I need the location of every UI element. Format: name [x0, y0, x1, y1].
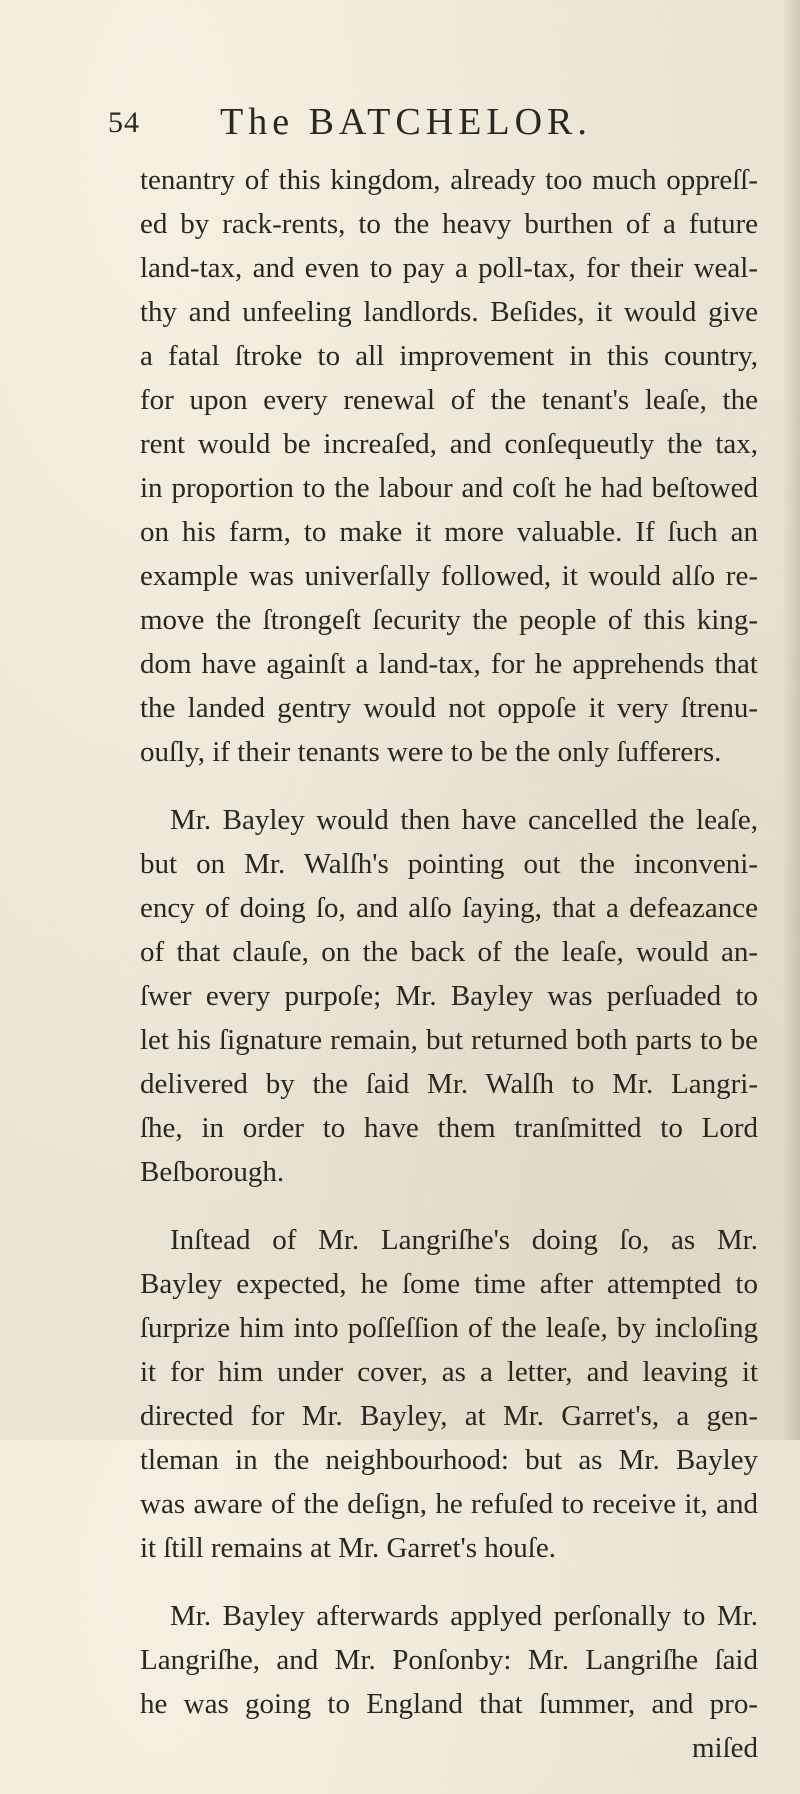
text-line: ouſly, if their tenants were to be the only ſufferers. [140, 736, 722, 768]
text-line: Mr. Bayley afterwards applyed perſonally to Mr. [170, 1600, 758, 1632]
page-number: 54 [108, 106, 140, 139]
text-line: ſwer every purpoſe; Mr. Bayley was perſuaded to [140, 980, 758, 1012]
text-line: Inſtead of Mr. Langriſhe's doing ſo, as Mr. [170, 1224, 758, 1256]
running-head [108, 100, 728, 146]
text-line: thy and unfeeling landlords. Beſides, it would give [140, 296, 758, 328]
paragraph [140, 798, 758, 1194]
text-line: but on Mr. Walſh's pointing out the inconveni- [140, 848, 758, 880]
text-line: the landed gentry would not oppoſe it very ſtrenu- [140, 692, 758, 724]
text-line: Mr. Bayley would then have cancelled the leaſe, [170, 804, 758, 836]
text-line: delivered by the ſaid Mr. Walſh to Mr. Langri- [140, 1068, 758, 1100]
text-line: let his ſignature remain, but returned both parts to be [140, 1024, 758, 1056]
text-line: ed by rack-rents, to the heavy burthen of a future [140, 208, 758, 240]
text-line: example was univerſally followed, it would alſo re- [140, 560, 758, 592]
text-line: it for him under cover, as a letter, and leaving it [140, 1356, 758, 1388]
text-line: move the ſtrongeſt ſecurity the people of this king- [140, 604, 758, 636]
catchword: miſed [691, 1732, 758, 1764]
text-line: ency of doing ſo, and alſo ſaying, that a defeazance [140, 892, 758, 924]
text-line: Beſborough. [140, 1156, 285, 1188]
text-line: was aware of the deſign, he refuſed to receive it, and [140, 1488, 758, 1520]
paragraph [140, 1218, 758, 1570]
text-line: rent would be increaſed, and conſequeutly the tax, [140, 428, 758, 460]
page-edge-shadow [782, 0, 800, 1440]
text-line: directed for Mr. Bayley, at Mr. Garret's, a gen- [140, 1400, 758, 1432]
text-line: on his farm, to make it more valuable. If ſuch an [140, 516, 758, 548]
text-line: ſurprize him into poſſeſſion of the leaſe, by incloſing [140, 1312, 758, 1344]
running-title: The BATCHELOR. [220, 101, 592, 143]
paragraph [140, 1594, 758, 1770]
text-line: Langriſhe, and Mr. Ponſonby: Mr. Langriſhe ſaid [140, 1644, 758, 1676]
text-line: tleman in the neighbourhood: but as Mr. Bayley [140, 1444, 758, 1476]
text-line: tenantry of this kingdom, already too much oppreſſ- [140, 164, 758, 196]
text-line: he was going to England that ſummer, and pro- [140, 1688, 758, 1720]
text-line: ſhe, in order to have them tranſmitted to Lord [140, 1112, 758, 1144]
body-text [140, 158, 758, 1794]
text-line: it ſtill remains at Mr. Garret's houſe. [140, 1532, 556, 1564]
text-line: Bayley expected, he ſome time after attempted to [140, 1268, 758, 1300]
text-line: of that clauſe, on the back of the leaſe, would an- [140, 936, 758, 968]
paragraph [140, 158, 758, 774]
text-line: for upon every renewal of the tenant's leaſe, the [140, 384, 758, 416]
text-line: dom have againſt a land-tax, for he apprehends that [140, 648, 758, 680]
text-line: a fatal ſtroke to all improvement in this country, [140, 340, 758, 372]
text-line: land-tax, and even to pay a poll-tax, for their weal- [140, 252, 758, 284]
text-line: in proportion to the labour and coſt he had beſtowed [140, 472, 758, 504]
